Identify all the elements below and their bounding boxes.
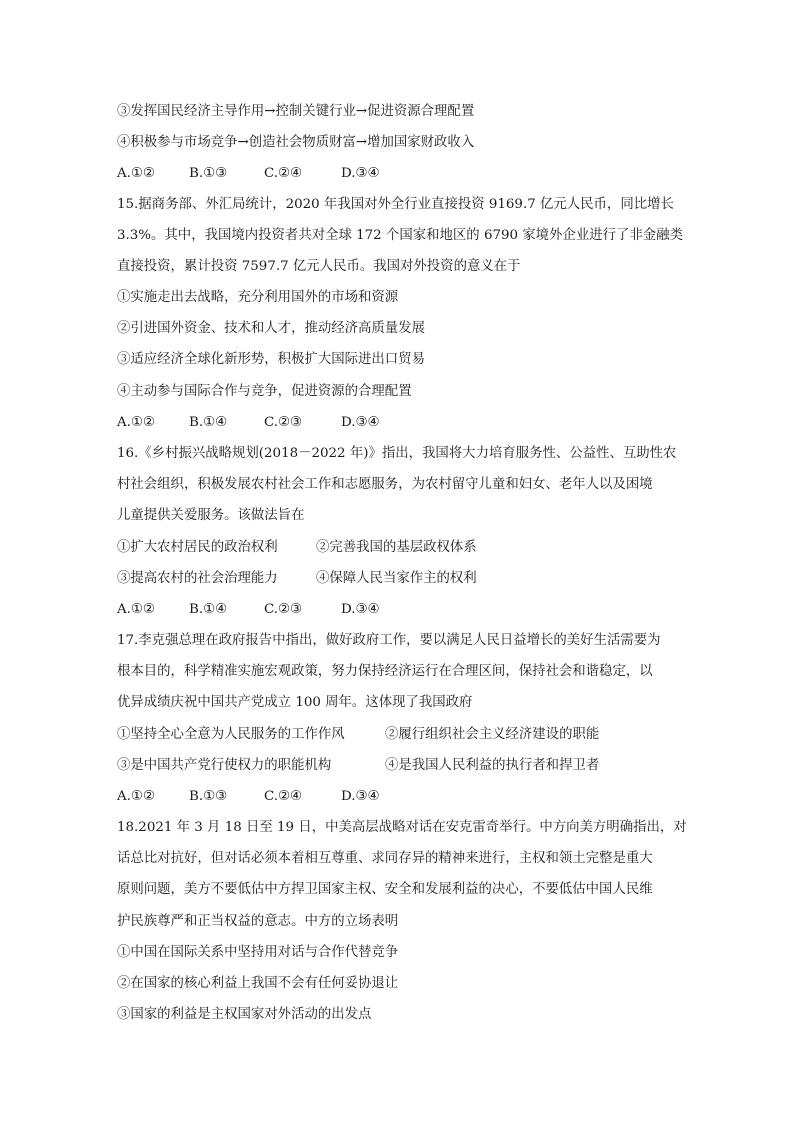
q15-statement-1: ①实施走出去战略，充分利用国外的市场和资源 xyxy=(117,290,399,305)
q15-statement-4: ④主动参与国际合作与竞争，促进资源的合理配置 xyxy=(117,384,412,399)
q18-stem-line-1: 18.2021 年 3 月 18 日至 19 日，中美高层战略对话在安克雷奇举行。中方向美方明确指出，对 xyxy=(117,820,687,835)
q17-statement-2: ②履行组织社会主义经济建设的职能 xyxy=(385,727,600,742)
option-b: B.①③ xyxy=(189,789,228,804)
option-c: C.②④ xyxy=(264,789,303,804)
q15-statement-3: ③适应经济全球化新形势，积极扩大国际进出口贸易 xyxy=(117,352,425,367)
option-b: B.①④ xyxy=(189,415,228,430)
q16-statement-4: ④保障人民当家作主的权利 xyxy=(316,571,477,586)
q15-statement-2: ②引进国外资金、技术和人才，推动经济高质量发展 xyxy=(117,321,425,336)
q17-stem-line-1: 17.李克强总理在政府报告中指出，做好政府工作，要以满足人民日益增长的美好生活需要为 xyxy=(117,633,661,648)
q17-stem-line-3: 优异成绩庆祝中国共产党成立 100 周年。这体现了我国政府 xyxy=(117,695,473,710)
option-b: B.①③ xyxy=(189,166,228,181)
q18-statement-1: ①中国在国际关系中坚持用对话与合作代替竞争 xyxy=(117,945,399,960)
q16-stem-line-2: 村社会组织，积极发展农村社会工作和志愿服务，为农村留守儿童和妇女、老年人以及困境 xyxy=(117,477,653,492)
q17-statement-4: ④是我国人民利益的执行者和捍卫者 xyxy=(385,758,600,773)
q16-statement-1: ①扩大农村居民的政治权利 xyxy=(117,540,278,555)
q18-statement-3: ③国家的利益是主权国家对外活动的出发点 xyxy=(117,1007,372,1022)
option-c: C.②③ xyxy=(264,415,303,430)
q16-statement-3: ③提高农村的社会治理能力 xyxy=(117,571,278,586)
option-d: D.③④ xyxy=(341,602,380,617)
option-c: C.②④ xyxy=(264,166,303,181)
q14-statement-4: ④积极参与市场竞争→创造社会物质财富→增加国家财政收入 xyxy=(117,135,475,150)
q17-statement-3: ③是中国共产党行使权力的职能机构 xyxy=(117,758,332,773)
q15-stem-line-3: 直接投资，累计投资 7597.7 亿元人民币。我国对外投资的意义在于 xyxy=(117,259,521,274)
q18-statement-2: ②在国家的核心利益上我国不会有任何妥协退让 xyxy=(117,976,399,991)
q16-stem-line-3: 儿童提供关爱服务。该做法旨在 xyxy=(117,508,305,523)
option-a: A.①② xyxy=(117,166,155,181)
q16-statement-2: ②完善我国的基层政权体系 xyxy=(316,540,477,555)
option-a: A.①② xyxy=(117,789,155,804)
q15-stem-line-1: 15.据商务部、外汇局统计，2020 年我国对外全行业直接投资 9169.7 亿元人民币，同比增长 xyxy=(117,197,674,212)
option-a: A.①② xyxy=(117,602,155,617)
option-c: C.②③ xyxy=(264,602,303,617)
q18-stem-line-4: 护民族尊严和正当权益的意志。中方的立场表明 xyxy=(117,914,399,929)
q17-stem-line-2: 根本目的，科学精准实施宏观政策，努力保持经济运行在合理区间，保持社会和谐稳定，以 xyxy=(117,664,653,679)
q18-stem-line-3: 原则问题，美方不要低估中方捍卫国家主权、安全和发展利益的决心，不要低估中国人民维 xyxy=(117,882,653,897)
option-b: B.①④ xyxy=(189,602,228,617)
option-d: D.③④ xyxy=(341,166,380,181)
q18-stem-line-2: 话总比对抗好，但对话必须本着相互尊重、求同存异的精神来进行，主权和领土完整是重大 xyxy=(117,851,653,866)
q17-statement-1: ①坚持全心全意为人民服务的工作作风 xyxy=(117,727,345,742)
q16-stem-line-1: 16.《乡村振兴战略规划(2018－2022 年)》指出，我国将大力培育服务性、公益性、互助性农 xyxy=(117,446,677,461)
option-a: A.①② xyxy=(117,415,155,430)
option-d: D.③④ xyxy=(341,789,380,804)
option-d: D.③④ xyxy=(341,415,380,430)
q15-stem-line-2: 3.3%。其中，我国境内投资者共对全球 172 个国家和地区的 6790 家境外企业进行了非金融类 xyxy=(117,228,683,243)
q14-statement-3: ③发挥国民经济主导作用→控制关键行业→促进资源合理配置 xyxy=(117,104,475,119)
